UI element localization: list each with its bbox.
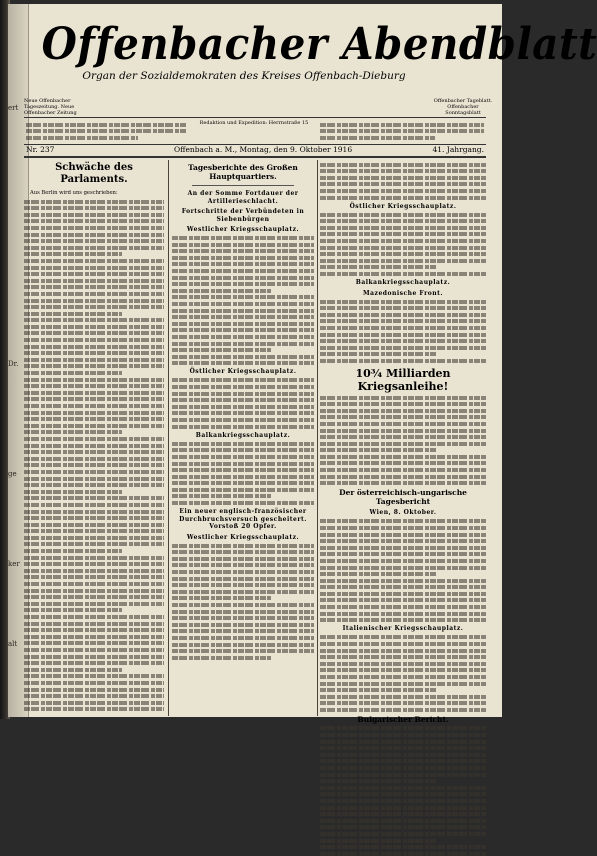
text-line (24, 490, 122, 494)
text-line (320, 759, 486, 763)
text-line (320, 429, 486, 433)
text-line (172, 282, 314, 286)
text-line (172, 348, 271, 352)
text-line (320, 169, 486, 173)
text-line (172, 623, 314, 627)
text-line (172, 544, 314, 548)
text-line (172, 570, 314, 574)
issue-date: Offenbach a. M., Montag, den 9. Oktober 1916 (174, 145, 353, 154)
text-line (320, 272, 486, 276)
text-line (24, 694, 164, 698)
text-line (320, 592, 486, 596)
text-line (320, 402, 486, 406)
text-line (24, 444, 164, 448)
section-dateline: Wien, 8. Oktober. (369, 509, 437, 517)
text-line (24, 417, 164, 421)
text-line (320, 306, 486, 310)
text-line (172, 468, 314, 472)
text-line (320, 333, 486, 337)
section-heading: Italienischer Kriegsschauplatz. (342, 625, 464, 633)
text-line (24, 371, 122, 375)
text-line (320, 455, 486, 459)
text-line (24, 424, 164, 428)
text-line (320, 552, 486, 556)
section-heading: Östlicher Kriegsschauplatz. (189, 368, 297, 376)
column-2 (172, 160, 314, 720)
text-line (320, 618, 486, 622)
text-line (24, 312, 122, 316)
text-line (172, 610, 314, 614)
article-body (172, 544, 314, 660)
text-line (24, 239, 164, 243)
text-line (172, 448, 314, 452)
text-line (24, 279, 164, 283)
text-line (320, 695, 486, 699)
text-line (320, 598, 486, 602)
text-line (24, 556, 164, 560)
text-line (24, 635, 164, 639)
text-line (172, 378, 314, 382)
text-line (24, 404, 164, 408)
text-line (24, 595, 164, 599)
text-line (172, 256, 314, 260)
article-lead: Aus Berlin wird uns geschrieben: (30, 190, 118, 196)
text-line (172, 636, 314, 640)
text-line (172, 315, 314, 319)
text-line (320, 435, 486, 439)
text-line (320, 825, 486, 829)
text-line (320, 232, 486, 236)
text-line (320, 786, 486, 790)
text-line (24, 391, 164, 395)
edge-fragment: Dr. (8, 360, 19, 368)
text-line (320, 675, 486, 679)
text-line (320, 839, 436, 843)
text-line (320, 226, 486, 230)
text-line (24, 510, 164, 514)
text-line (24, 292, 164, 296)
text-line (24, 483, 164, 487)
article-body (320, 396, 486, 486)
text-line (172, 629, 314, 633)
text-line (24, 503, 164, 507)
volume-number: 41. Jahrgang. (432, 145, 484, 154)
article-body (320, 163, 486, 200)
text-line (320, 766, 486, 770)
text-line (172, 596, 271, 600)
column-3 (320, 160, 486, 724)
text-line (24, 213, 164, 217)
text-line (320, 213, 486, 217)
text-line (24, 655, 164, 659)
text-line (320, 526, 486, 530)
text-line (320, 313, 486, 317)
text-line (24, 378, 164, 382)
text-line (24, 358, 164, 362)
text-line (24, 411, 164, 415)
newspaper-subtitle: Organ der Sozialdemokraten des Kreises Offenbach-Dieburg (82, 70, 406, 82)
text-line (320, 649, 486, 653)
text-line (172, 411, 314, 415)
text-line (320, 481, 486, 485)
text-line (320, 668, 486, 672)
article-body (320, 635, 486, 712)
text-line (24, 331, 164, 335)
text-line (172, 557, 314, 561)
text-line (172, 501, 314, 505)
text-line (24, 562, 164, 566)
info-bar-center: Redaktion und Expedition: Herrnstraße 15 (199, 120, 309, 126)
text-line (24, 384, 164, 388)
text-line (24, 318, 164, 322)
text-line (320, 733, 486, 737)
text-line (172, 418, 314, 422)
text-line (172, 249, 314, 253)
text-line (320, 688, 436, 692)
text-line (24, 542, 164, 546)
text-line (320, 182, 486, 186)
text-line (24, 496, 164, 500)
text-line (320, 461, 486, 465)
text-line (320, 448, 436, 452)
column-1 (24, 160, 164, 720)
text-line (320, 475, 486, 479)
text-line (172, 269, 314, 273)
text-line (24, 569, 164, 573)
section-heading: An der Somme Fortdauer der Artillerieschlacht. (187, 190, 299, 205)
text-line (24, 200, 164, 204)
text-line (320, 612, 486, 616)
text-line (24, 477, 164, 481)
text-line (320, 655, 486, 659)
text-line (24, 206, 164, 210)
text-line (172, 361, 314, 365)
subscription-info-bar (24, 117, 486, 145)
text-line (24, 351, 164, 355)
text-line (320, 259, 486, 263)
text-line (172, 385, 314, 389)
section-heading: Westlicher Kriegsschauplatz. (186, 533, 300, 541)
text-line (172, 550, 314, 554)
text-line (24, 575, 164, 579)
section-heading: Der österreichisch-ungarische Tagesbericht (339, 488, 467, 507)
text-line (320, 708, 486, 712)
text-line (24, 246, 164, 250)
text-line (24, 516, 164, 520)
article-body (320, 726, 486, 855)
text-line (320, 422, 486, 426)
text-line (320, 176, 486, 180)
text-line (320, 246, 486, 250)
text-line (320, 396, 486, 400)
article-body (320, 300, 486, 363)
text-line (172, 494, 271, 498)
text-line (24, 437, 164, 441)
section-heading: Mazedonische Front. (363, 289, 443, 297)
text-line (172, 455, 314, 459)
newspaper-title: Offenbacher Abendblatt (41, 19, 597, 70)
text-line (172, 392, 314, 396)
text-line (320, 546, 486, 550)
text-line (172, 335, 314, 339)
text-line (24, 266, 164, 270)
text-line (172, 425, 314, 429)
article-body (172, 442, 314, 505)
text-line (172, 563, 314, 567)
info-bar-left (26, 120, 186, 142)
text-line (24, 674, 164, 678)
text-line (172, 328, 314, 332)
text-line (24, 628, 164, 632)
text-line (24, 707, 164, 711)
text-line (24, 681, 164, 685)
text-line (320, 239, 486, 243)
text-line (172, 309, 314, 313)
text-line (172, 656, 271, 660)
text-line (24, 661, 164, 665)
text-line (24, 259, 164, 263)
text-line (320, 415, 486, 419)
article-heading: Schwäche des Parlaments. (55, 162, 133, 185)
text-line (320, 832, 486, 836)
text-line (320, 189, 486, 193)
article-body (172, 378, 314, 428)
text-line (24, 430, 122, 434)
text-line (24, 233, 164, 237)
text-line (172, 616, 314, 620)
info-bar-right (320, 120, 484, 142)
text-line (320, 326, 486, 330)
text-line (24, 397, 164, 401)
text-line (24, 285, 164, 289)
article-heading: Tagesberichte des Großen Hauptquartiers. (188, 163, 298, 181)
text-line (24, 338, 164, 342)
text-line (320, 701, 486, 705)
text-line (320, 559, 486, 563)
section-heading: Östlicher Kriegsschauplatz. (349, 202, 457, 210)
text-line (24, 523, 164, 527)
text-line (172, 462, 314, 466)
column-rule (168, 160, 169, 716)
text-line (320, 635, 486, 639)
text-line (24, 668, 122, 672)
text-line (172, 405, 314, 409)
text-line (320, 579, 486, 583)
text-line (320, 219, 486, 223)
text-line (24, 345, 164, 349)
article-body (320, 213, 486, 276)
text-line (320, 519, 486, 523)
text-line (24, 615, 164, 619)
text-line (172, 649, 314, 653)
issue-number: Nr. 237 (26, 145, 55, 154)
text-line (172, 475, 314, 479)
text-line (24, 450, 164, 454)
edge-fragment: ert (8, 104, 19, 112)
text-line (24, 602, 164, 606)
text-line (24, 536, 164, 540)
text-line (320, 806, 486, 810)
text-line (320, 682, 486, 686)
text-line (320, 566, 486, 570)
text-line (320, 359, 486, 363)
text-line (320, 726, 486, 730)
text-line (24, 582, 164, 586)
text-line (172, 398, 314, 402)
masthead (24, 18, 597, 98)
text-line (172, 481, 314, 485)
text-line (320, 319, 486, 323)
text-line (172, 590, 314, 594)
text-line (24, 688, 164, 692)
text-line (320, 533, 486, 537)
text-line (172, 289, 271, 293)
text-line (24, 589, 164, 593)
text-line (320, 196, 486, 200)
section-heading: Westlicher Kriegsschauplatz. (186, 226, 300, 233)
text-line (172, 442, 314, 446)
text-line (24, 364, 164, 368)
text-line (320, 819, 486, 823)
text-line (320, 468, 486, 472)
text-line (320, 442, 486, 446)
headline-war-loan: 10¾ Milliarden Kriegsanleihe! (355, 366, 451, 393)
text-line (172, 322, 314, 326)
section-heading: Balkankriegsschauplatz. (355, 279, 451, 286)
text-line (320, 585, 486, 589)
text-line (320, 539, 486, 543)
text-line (24, 549, 122, 553)
text-line (320, 352, 436, 356)
section-heading: Bulgarischer Bericht. (357, 714, 449, 724)
text-line (320, 300, 486, 304)
text-line (172, 583, 314, 587)
text-line (320, 773, 486, 777)
text-line (24, 272, 164, 276)
text-line (24, 608, 122, 612)
text-line (24, 529, 164, 533)
text-line (320, 163, 486, 167)
text-line (172, 643, 314, 647)
text-line (172, 302, 314, 306)
text-line (320, 779, 436, 783)
text-line (24, 641, 164, 645)
text-line (24, 622, 164, 626)
section-heading: Ein neuer englisch-französischer Durchbruchsversuch gescheitert. Vorstoß 20 Opfer. (179, 508, 307, 531)
text-line (320, 572, 436, 576)
text-line (24, 463, 164, 467)
text-line (24, 701, 164, 705)
text-line (172, 355, 314, 359)
text-line (320, 852, 486, 856)
text-line (320, 812, 486, 816)
text-line (24, 299, 164, 303)
text-line (172, 342, 314, 346)
edge-fragment: ge (8, 470, 17, 478)
text-line (320, 753, 486, 757)
section-heading: Fortschritte der Verbündeten in Siebenbürgen (181, 208, 305, 223)
dateline (24, 144, 486, 158)
article-body (24, 200, 164, 712)
text-line (320, 799, 486, 803)
text-line (320, 346, 486, 350)
masthead-corner-right: Offenbacher Tageblatt. Offenbacher Sonntagsblatt (433, 98, 493, 116)
text-line (24, 252, 122, 256)
text-line (320, 642, 486, 646)
text-line (320, 845, 486, 849)
text-line (172, 488, 314, 492)
edge-fragment: alt (8, 640, 18, 648)
text-line (172, 295, 314, 299)
masthead-corner-left: Neue Offenbacher Tageszeitung. Neue Offenbacher Zeitung (24, 98, 77, 116)
article-body (320, 519, 486, 622)
text-line (24, 457, 164, 461)
text-line (172, 577, 314, 581)
text-line (320, 265, 436, 269)
text-line (320, 740, 486, 744)
text-line (320, 662, 486, 666)
text-line (320, 409, 486, 413)
text-line (24, 648, 164, 652)
section-heading: Balkankriegsschauplatz. (195, 431, 291, 439)
text-line (320, 339, 486, 343)
text-line (172, 236, 314, 240)
text-line (24, 226, 164, 230)
text-line (24, 325, 164, 329)
text-line (320, 792, 486, 796)
text-line (320, 746, 486, 750)
text-line (320, 252, 486, 256)
article-body (172, 236, 314, 365)
text-line (172, 276, 314, 280)
text-line (172, 243, 314, 247)
edge-fragment: ker (8, 560, 20, 568)
text-line (320, 605, 486, 609)
text-line (24, 219, 164, 223)
text-line (172, 262, 314, 266)
text-line (24, 470, 164, 474)
column-rule (317, 160, 318, 716)
text-line (24, 305, 164, 309)
text-line (172, 603, 314, 607)
